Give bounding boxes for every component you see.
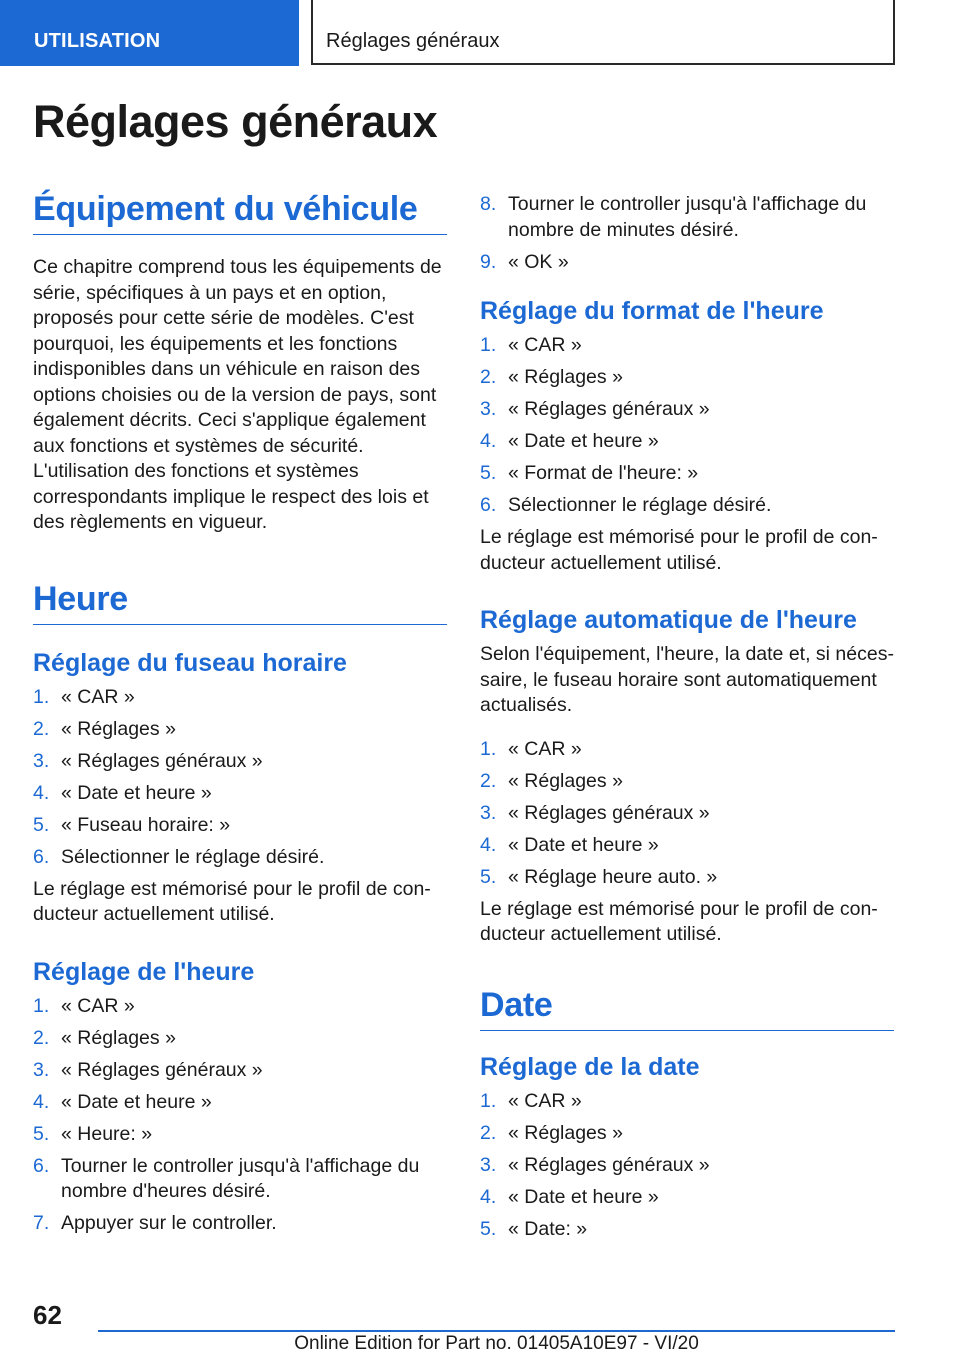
step-number: 5. [480,1217,497,1240]
step-number: 6. [480,494,497,516]
step-text: « Date et heure » [508,1185,659,1208]
step-number: 7. [33,1212,50,1234]
step-number: 5. [480,865,497,888]
step-item [480,1121,894,1147]
subheading-auto: Réglage automatique de l'heure [480,606,857,634]
step-text: « CAR » [61,994,135,1017]
step-text: « CAR » [61,685,135,708]
step-text: « Date et heure » [508,430,659,452]
step-text: Tourner le controller jusqu'à l'affichage du nombre de minutes désiré. [508,193,867,241]
step-number: 3. [33,1058,50,1081]
step-text: « Réglages » [61,1026,176,1049]
step-item [480,1185,894,1211]
page-title: Réglages généraux [33,96,438,147]
step-item [33,749,447,775]
section-heading-equipement: Équipement du véhicule [33,190,447,235]
step-text: « Date et heure » [61,781,212,804]
section-heading-date: Date [480,986,894,1031]
step-number: 3. [480,398,497,420]
auto-paragraph: Selon l'équipement, l'heure, la date et, si nécessaire, le fuseau horaire sont automatiquement actualisés. [480,643,894,716]
step-item [33,1058,447,1084]
step-number: 2. [480,1121,497,1144]
heure-steps-continued [480,192,894,275]
step-item [33,685,447,711]
step-text: « Réglages généraux » [61,749,263,772]
step-item [33,845,447,871]
step-number: 4. [33,1090,50,1113]
section-label: UTILISATION [34,30,161,52]
fuseau-note: Le réglage est mémorisé pour le profil de conducteur actuellement utilisé. [33,877,431,925]
footer-divider [98,1330,895,1332]
step-text: « Réglages » [508,769,623,792]
section-heading-heure: Heure [33,580,447,625]
step-text: « Réglages » [508,1121,623,1144]
step-item [480,833,894,859]
step-item [480,250,894,276]
step-item [480,429,894,455]
step-number: 1. [480,737,497,760]
page-number: 62 [33,1300,62,1330]
step-text: « OK » [508,250,569,273]
step-text: « Réglages » [61,717,176,740]
step-text: « Réglage heure auto. » [508,865,718,888]
step-number: 3. [33,749,50,772]
step-item [33,1026,447,1052]
step-item [480,333,894,359]
step-item [33,717,447,743]
step-item [33,781,447,807]
step-number: 5. [33,813,50,836]
section-tab [0,0,299,66]
step-number: 6. [33,845,50,868]
step-item [33,1090,447,1116]
step-item [480,865,894,891]
step-text: « Réglages » [508,366,623,388]
left-column [33,190,447,1243]
step-number: 3. [480,1153,497,1176]
chapter-label: Réglages généraux [326,30,500,52]
step-item [33,1211,447,1237]
step-item [480,397,894,423]
step-number: 4. [33,781,50,804]
step-item [33,1154,447,1205]
step-text: Sélectionner le réglage désiré. [508,494,772,516]
step-number: 2. [33,1026,50,1049]
step-number: 2. [480,769,497,792]
fuseau-steps [33,685,447,871]
step-text: « Date et heure » [61,1090,212,1113]
subheading-fuseau: Réglage du fuseau horaire [33,648,347,677]
step-number: 1. [480,334,497,356]
step-number: 2. [33,717,50,740]
subheading-format: Réglage du format de l'heure [480,297,824,325]
step-number: 1. [33,685,50,708]
step-number: 4. [480,1185,497,1208]
step-text: « Réglages généraux » [508,398,710,420]
format-steps [480,333,894,519]
step-number: 5. [33,1122,50,1145]
step-text: « Format de l'heure: » [508,462,699,484]
step-number: 8. [480,193,497,215]
subheading-reglage-heure: Réglage de l'heure [33,957,255,986]
format-note: Le réglage est mémorisé pour le profil de conducteur actuellement utilisé. [480,526,878,574]
date-steps [480,1089,894,1243]
step-item [33,1122,447,1148]
step-item [33,994,447,1020]
chapter-tab [311,0,895,65]
step-text: « CAR » [508,334,582,356]
step-text: « Date et heure » [508,833,659,856]
step-text: « Réglages généraux » [508,801,710,824]
step-item [480,1217,894,1243]
step-number: 5. [480,462,497,484]
step-text: Appuyer sur le controller. [61,1212,277,1234]
step-number: 4. [480,430,497,452]
right-column [480,192,894,1249]
step-number: 1. [480,1089,497,1112]
step-text: « Réglages généraux » [508,1153,710,1176]
equipement-paragraph: Ce chapitre comprend tous les équipements de série, spécifiques à un pays et en option, proposés pour cette série de modèles. C'est pourquoi, les équipements et les fonctions indisponibles dans un véhicule en raison des options choisies ou de la version de pays, sont également décrits. Ceci s'applique également aux fonctions et systèmes de sécurité. L'utilisation des fonctions et systèmes correspondants implique le respect des lois et des règlements en vigueur. [33,256,442,533]
step-text: « Fuseau horaire: » [61,813,231,836]
auto-note: Le réglage est mémorisé pour le profil de conducteur actuellement utilisé. [480,897,878,945]
step-item [480,192,894,243]
step-number: 2. [480,366,497,388]
step-item [33,813,447,839]
step-number: 3. [480,801,497,824]
step-item [480,769,894,795]
step-number: 9. [480,250,497,273]
footer-edition: Online Edition for Part no. 01405A10E97 - VI/20 [294,1333,699,1354]
step-item [480,1089,894,1115]
step-item [480,1153,894,1179]
step-item [480,461,894,487]
step-number: 4. [480,833,497,856]
step-text: « Réglages généraux » [61,1058,263,1081]
step-text: « Date: » [508,1217,588,1240]
subheading-reglage-date: Réglage de la date [480,1052,700,1081]
step-number: 1. [33,994,50,1017]
step-text: « CAR » [508,737,582,760]
step-text: Sélectionner le réglage désiré. [61,845,325,868]
heure-steps [33,994,447,1237]
step-number: 6. [33,1154,50,1177]
step-item [480,801,894,827]
step-text: « CAR » [508,1089,582,1112]
step-text: « Heure: » [61,1122,153,1145]
step-item [480,365,894,391]
step-item [480,737,894,763]
step-text: Tourner le controller jusqu'à l'affichage du nombre d'heures désiré. [61,1154,420,1202]
step-item [480,493,894,519]
auto-steps [480,737,894,891]
